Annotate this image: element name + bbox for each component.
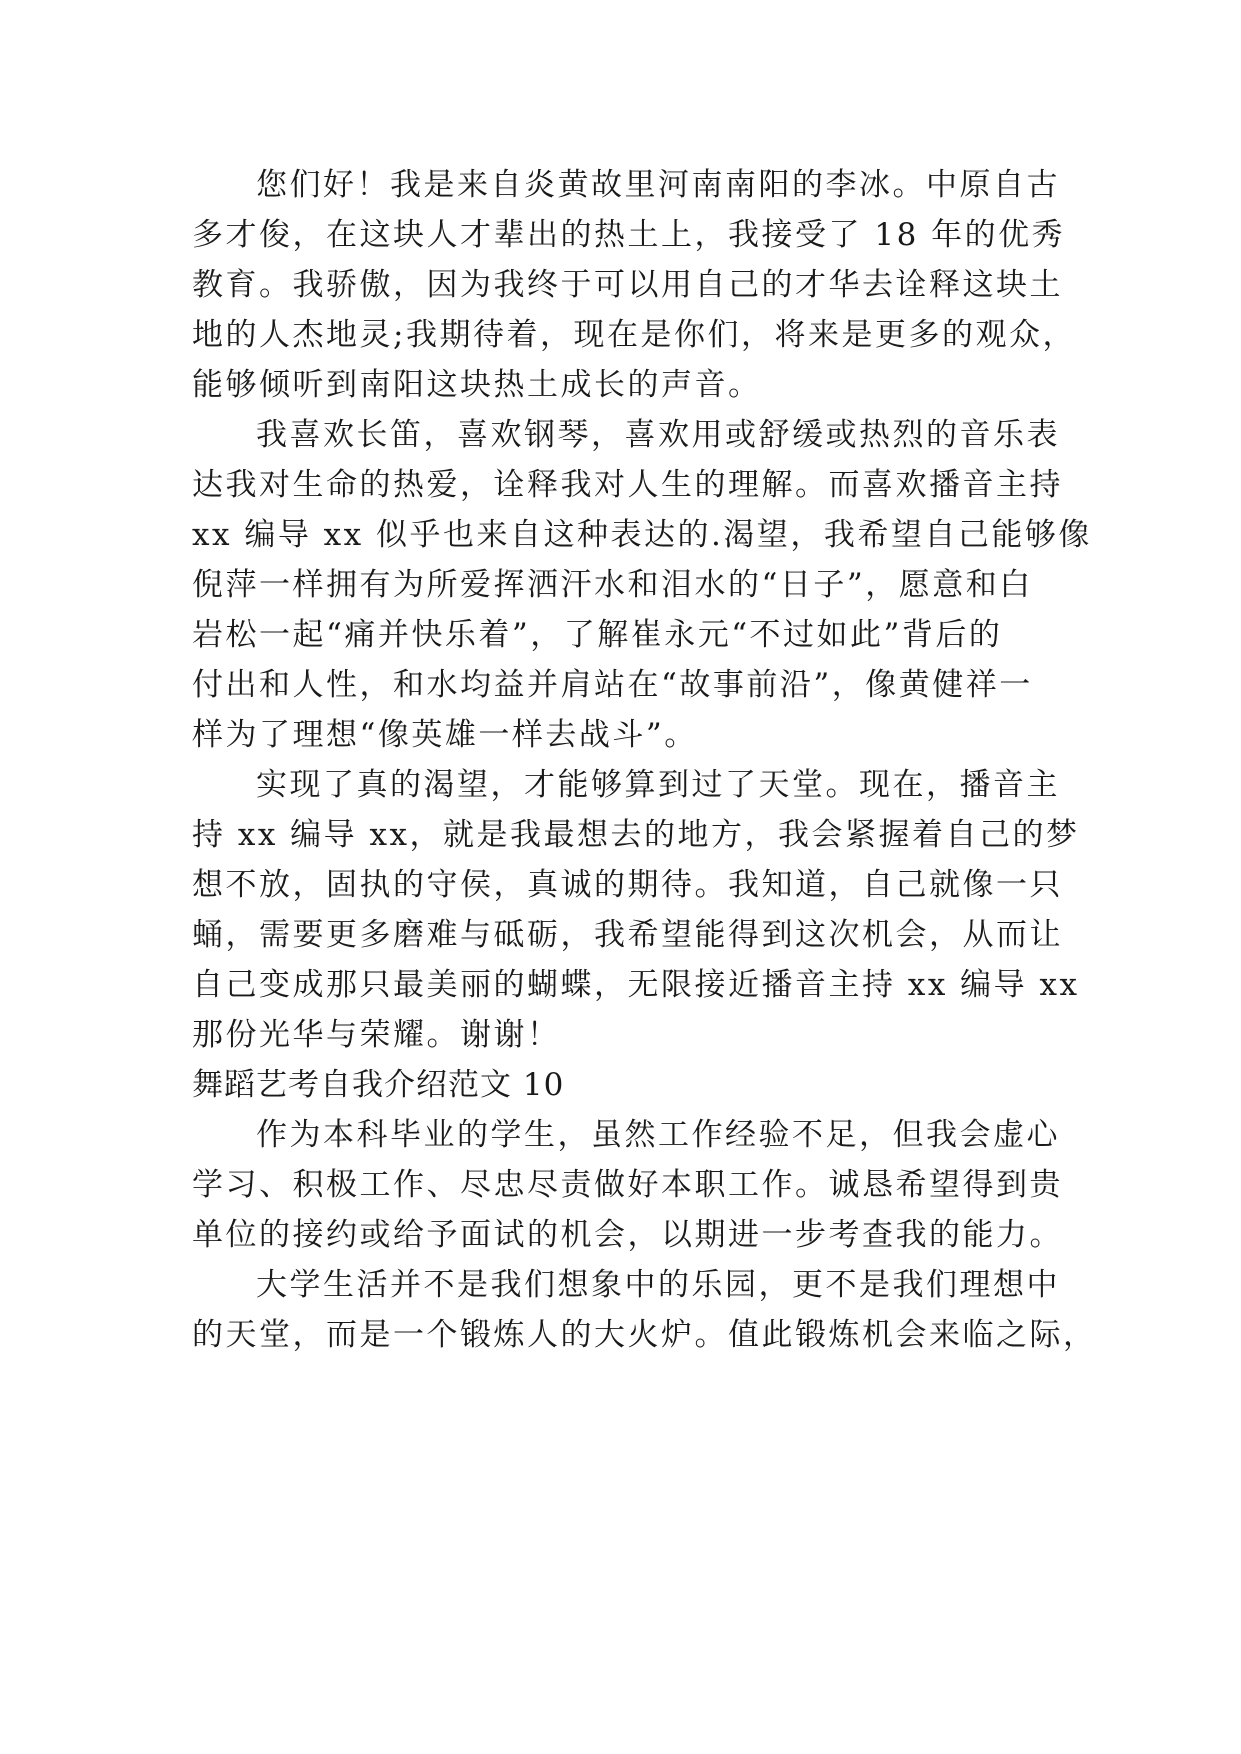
text-line: 能够倾听到南阳这块热土成长的声音。 xyxy=(192,367,762,403)
section-heading: 舞蹈艺考自我介绍范文 10 xyxy=(192,1067,565,1103)
paragraph-graduate xyxy=(192,1110,1063,1260)
text-line: 您们好！我是来自炎黄故里河南南阳的李冰。中原自古 xyxy=(256,167,1060,203)
paragraph-aspiration xyxy=(192,760,1080,1060)
text-line: 自己变成那只最美丽的蝴蝶，无限接近播音主持 xx 编导 xx xyxy=(192,967,1080,1003)
text-line: 蛹，需要更多磨难与砥砺，我希望能得到这次机会，从而让 xyxy=(192,917,1063,953)
text-line: 岩松一起“痛并快乐着”，了解崔永元“不过如此”背后的 xyxy=(192,617,1003,653)
document-body xyxy=(192,160,1097,1360)
text-line: 想不放，固执的守侯，真诚的期待。我知道，自己就像一只 xyxy=(192,867,1063,903)
text-line: 那份光华与荣耀。谢谢！ xyxy=(192,1017,561,1053)
text-line: 我喜欢长笛，喜欢钢琴，喜欢用或舒缓或热烈的音乐表 xyxy=(256,417,1060,453)
text-line: 付出和人性，和水均益并肩站在“故事前沿”，像黄健祥一 xyxy=(192,667,1033,703)
paragraph-greeting xyxy=(192,160,1076,410)
text-line: xx 编导 xx 似乎也来自这种表达的.渴望，我希望自己能够像 xyxy=(192,517,1092,553)
text-line: 大学生活并不是我们想象中的乐园，更不是我们理想中 xyxy=(256,1267,1060,1303)
text-line: 地的人杰地灵;我期待着，现在是你们，将来是更多的观众， xyxy=(192,317,1076,353)
text-line: 学习、积极工作、尽忠尽责做好本职工作。诚恳希望得到贵 xyxy=(192,1167,1063,1203)
text-line: 倪萍一样拥有为所爱挥洒汗水和泪水的“日子”，愿意和白 xyxy=(192,567,1033,603)
text-line: 达我对生命的热爱，诠释我对人生的理解。而喜欢播音主持 xyxy=(192,467,1063,503)
paragraph-university-life xyxy=(192,1260,1097,1360)
text-line: 单位的接约或给予面试的机会，以期进一步考查我的能力。 xyxy=(192,1217,1063,1253)
text-line: 的天堂，而是一个锻炼人的大火炉。值此锻炼机会来临之际， xyxy=(192,1317,1097,1353)
text-line: 教育。我骄傲，因为我终于可以用自己的才华去诠释这块土 xyxy=(192,267,1063,303)
text-line: 多才俊，在这块人才辈出的热土上，我接受了 18 年的优秀 xyxy=(192,217,1066,253)
paragraph-hobbies xyxy=(192,410,1092,760)
text-line: 作为本科毕业的学生，虽然工作经验不足，但我会虚心 xyxy=(256,1117,1060,1153)
text-line: 样为了理想“像英雄一样去战斗”。 xyxy=(192,717,698,753)
text-line: 实现了真的渴望，才能够算到过了天堂。现在，播音主 xyxy=(256,767,1060,803)
text-line: 持 xx 编导 xx，就是我最想去的地方，我会紧握着自己的梦 xyxy=(192,817,1080,853)
